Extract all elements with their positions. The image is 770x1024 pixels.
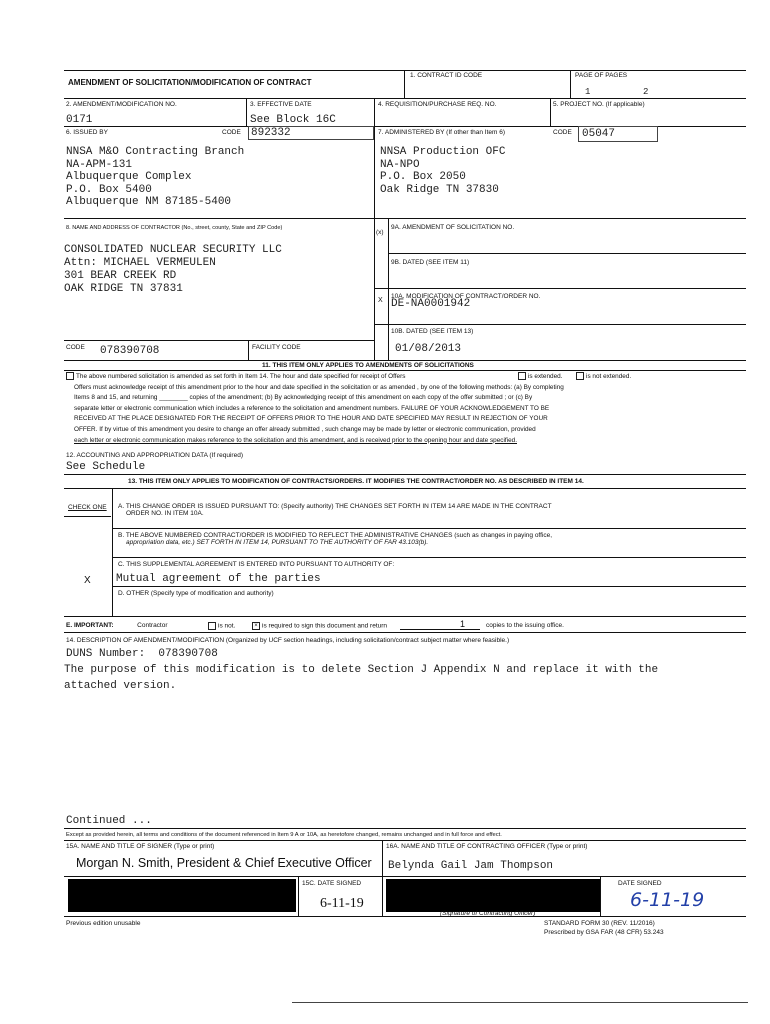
- item11-checkbox[interactable]: [66, 372, 74, 380]
- block8-label: 8. NAME AND ADDRESS OF CONTRACTOR (No., street, county, State and ZIP Code): [66, 225, 283, 231]
- block7-code-label: CODE: [553, 129, 572, 136]
- item11-line-1: The above numbered solicitation is amended as set forth in Item 14. The hour and date specified for receipt of Offers: [76, 373, 406, 380]
- block12-label: 12. ACCOUNTING AND APPROPRIATION DATA (If required): [66, 452, 243, 459]
- item11-text-3: separate letter or electronic communication which includes a reference to the solicitation and amendment numbers. FAILURE OF YOUR ACKNOWLEDGEMENT TO BE: [74, 404, 550, 412]
- block5-label: 5. PROJECT NO. (If applicable): [553, 101, 645, 108]
- x-column-label: (x): [376, 229, 384, 236]
- is-not-row: [208, 622, 235, 630]
- item13a-line-2: ORDER NO. IN ITEM 10A.: [126, 510, 204, 517]
- contractor-line-1: CONSOLIDATED NUCLEAR SECURITY LLC: [64, 244, 282, 256]
- except-text: Except as provided herein, all terms and conditions of the document referenced in Item 9 A or 10A, as heretofore changed, remains unchanged and in full force and effect.: [66, 832, 502, 838]
- item11-text-4: RECEIVED AT THE PLACE DESIGNATED FOR THE RECEIPT OF OFFERS PRIOR TO THE HOUR AND DATE SPECIFIED MAY RESULT IN REJECTION OF YOUR: [74, 415, 548, 423]
- item13b-line-1: B. THE ABOVE NUMBERED CONTRACT/ORDER IS MODIFIED TO REFLECT THE ADMINISTRATIVE CHANGES (such as changes in paying office,: [118, 532, 553, 539]
- check-one-label: CHECK ONE: [68, 504, 107, 511]
- block16a-label: 16A. NAME AND TITLE OF CONTRACTING OFFICER (Type or print): [386, 843, 588, 850]
- description-line-2: The purpose of this modification is to delete Section J Appendix N and replace it with the: [64, 664, 659, 676]
- is-not-label: is not.: [218, 622, 236, 630]
- footer-prescribed: Prescribed by GSA FAR (48 CFR) 53.243: [544, 929, 664, 936]
- item11-line-1-row: [66, 372, 405, 383]
- item13-header: 13. THIS ITEM ONLY APPLIES TO MODIFICATION OF CONTRACTS/ORDERS. IT MODIFIES THE CONTRACT/ORDER NO. AS DESCRIBED IN ITEM 14.: [128, 478, 584, 485]
- contractor-code: 078390708: [100, 345, 160, 357]
- block4-label: 4. REQUISITION/PURCHASE REQ. NO.: [378, 101, 497, 108]
- block15c-date: 6-11-19: [320, 896, 364, 911]
- important-row: [66, 622, 168, 629]
- administered-by-line-4: Oak Ridge TN 37830: [380, 183, 499, 196]
- extended-label: is extended.: [528, 373, 563, 380]
- extended-checkbox[interactable]: [518, 372, 526, 380]
- issued-by-line-5: Albuquerque NM 87185-5400: [66, 196, 232, 208]
- contract-order-number: DE-NA0001942: [391, 298, 471, 310]
- block7-label: 7. ADMINISTERED BY (If other than Item 6): [378, 129, 506, 136]
- copies-suffix: copies to the issuing office.: [486, 622, 564, 629]
- item13d-label: D. OTHER (Specify type of modification and authority): [118, 590, 274, 597]
- block15c-label: 15C. DATE SIGNED: [302, 880, 362, 887]
- block6-label: 6. ISSUED BY: [66, 129, 108, 136]
- footer-left: Previous edition unusable: [66, 920, 141, 927]
- description-line-3: attached version.: [64, 680, 177, 692]
- important-label: E. IMPORTANT:: [66, 622, 114, 629]
- facility-code-label: FACILITY CODE: [252, 344, 301, 351]
- block6-code-label: CODE: [222, 129, 241, 136]
- block10a-mark: X: [378, 297, 383, 304]
- block16c-label: DATE SIGNED: [618, 880, 662, 887]
- important-contractor: Contractor: [137, 622, 168, 629]
- block16c-date: 6-11-19: [630, 889, 705, 911]
- form-title: AMENDMENT OF SOLICITATION/MODIFICATION OF CONTRACT: [68, 78, 312, 87]
- block14-label: 14. DESCRIPTION OF AMENDMENT/MODIFICATION (Organized by UCF section headings, including solicitation/contract subject matter where feasible.): [66, 637, 510, 644]
- administered-by-code: 05047: [582, 128, 616, 140]
- signer-name-title: Morgan N. Smith, President & Chief Executive Officer: [76, 856, 372, 870]
- contractor-signature-redacted: [68, 879, 296, 912]
- item13c-mark: X: [84, 575, 91, 586]
- contractor-code-label: CODE: [66, 344, 85, 351]
- item11-text-5: OFFER. If by virtue of this amendment you desire to change an offer already submitted , such change may be made by letter or electronic communication, provided: [74, 426, 536, 433]
- accounting-data: See Schedule: [66, 461, 146, 473]
- contract-dated: 01/08/2013: [395, 343, 462, 355]
- is-required-row: [252, 622, 387, 630]
- administered-by-line-1: NNSA Production OFC: [380, 146, 506, 158]
- modification-number: 0171: [66, 114, 93, 126]
- is-not-checkbox[interactable]: [208, 622, 216, 630]
- block15a-label: 15A. NAME AND TITLE OF SIGNER (Type or print): [66, 843, 215, 850]
- copies-count: 1: [460, 619, 466, 629]
- officer-signature-caption: (Signature of Contracting Officer): [440, 910, 536, 917]
- item11-text-2: Items 8 and 15, and returning ________ copies of the amendment; (b) By acknowledging receipt of this amendment on each copy of the offer submitted ; or (c) By: [74, 394, 533, 402]
- block3-label: 3. EFFECTIVE DATE: [250, 101, 312, 108]
- is-required-label: is required to sign this document and return: [262, 622, 388, 630]
- block2-label: 2. AMENDMENT/MODIFICATION NO.: [66, 101, 177, 108]
- administered-by-line-2: NA-NPO: [380, 158, 420, 171]
- block10b-label: 10B. DATED (SEE ITEM 13): [391, 328, 474, 335]
- issued-by-line-2: NA-APM-131: [66, 158, 133, 171]
- footer-form-number: STANDARD FORM 30 (REV. 11/2016): [544, 920, 655, 927]
- not-extended-checkbox[interactable]: [576, 372, 584, 380]
- item13a-line-1: A. THIS CHANGE ORDER IS ISSUED PURSUANT TO: (Specify authority) THE CHANGES SET FORTH IN ITEM 14 ARE MADE IN THE CONTRACT: [118, 503, 552, 510]
- contract-id-label: 1. CONTRACT ID CODE: [410, 72, 483, 79]
- contracting-officer-name: Belynda Gail Jam Thompson: [388, 860, 554, 872]
- extended-row: [518, 372, 631, 383]
- continued-text: Continued ...: [66, 815, 152, 827]
- issued-by-line-3: Albuquerque Complex: [66, 171, 192, 183]
- page-current: 1: [585, 87, 591, 97]
- issued-by-code: 892332: [251, 127, 291, 139]
- block9a-label: 9A. AMENDMENT OF SOLICITATION NO.: [391, 224, 515, 231]
- block9b-label: 9B. DATED (SEE ITEM 11): [391, 259, 470, 266]
- page-total: 2: [643, 87, 649, 97]
- not-extended-label: is not extended.: [586, 373, 632, 380]
- item13b-line-2: appropriation data, etc.) SET FORTH IN ITEM 14, PURSUANT TO THE AUTHORITY OF FAR 43.103(b).: [126, 539, 429, 546]
- item11-header: 11. THIS ITEM ONLY APPLIES TO AMENDMENTS OF SOLICITATIONS: [262, 362, 474, 369]
- page-label: PAGE OF PAGES: [575, 72, 628, 79]
- is-required-checkbox[interactable]: ×: [252, 622, 260, 630]
- item11-text-6: each letter or electronic communication makes reference to the solicitation and this amendment, and is received prior to the opening hour and date specified.: [74, 436, 517, 444]
- effective-date: See Block 16C: [250, 114, 336, 126]
- administered-by-line-3: P.O. Box 2050: [380, 171, 466, 183]
- contractor-line-3: 301 BEAR CREEK RD: [64, 270, 177, 282]
- officer-signature-redacted: [386, 879, 600, 912]
- contractor-line-4: OAK RIDGE TN 37831: [64, 283, 183, 295]
- item13c-label: C. THIS SUPPLEMENTAL AGREEMENT IS ENTERED INTO PURSUANT TO AUTHORITY OF:: [118, 561, 395, 568]
- block10a-label: 10A. MODIFICATION OF CONTRACT/ORDER NO.: [391, 293, 541, 300]
- issued-by-line-1: NNSA M&O Contracting Branch: [66, 146, 245, 158]
- contractor-line-2: Attn: MICHAEL VERMEULEN: [64, 257, 216, 269]
- item13c-authority: Mutual agreement of the parties: [116, 573, 321, 585]
- item11-text-1: Offers must acknowledge receipt of this amendment prior to the hour and date specified in the solicitation or as amended , by one of the following methods: (a) By completing: [74, 383, 564, 391]
- issued-by-line-4: P.O. Box 5400: [66, 183, 152, 196]
- description-line-1: DUNS Number: 078390708: [66, 648, 218, 660]
